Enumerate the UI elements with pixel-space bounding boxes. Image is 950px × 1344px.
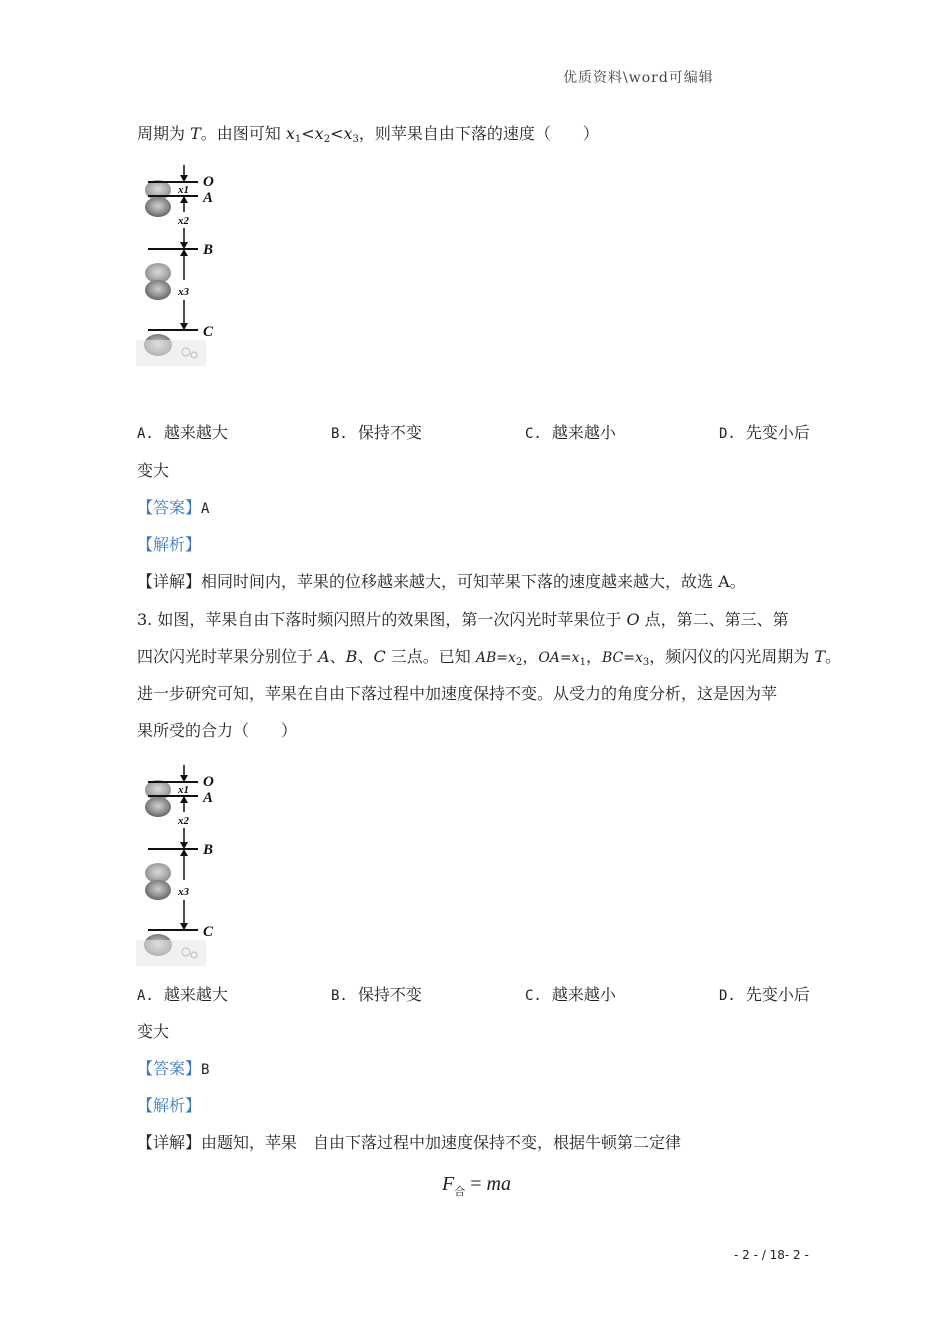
- option-a[interactable]: A. 越来越大: [137, 985, 228, 1004]
- answer-value: A: [201, 501, 210, 517]
- question-3-line-3: 进一步研究可知，苹果在自由下落过程中加速度保持不变。从受力的角度分析，这是因为苹: [137, 684, 778, 703]
- stem-x2: x: [314, 124, 324, 143]
- apple-strobe-figure-2: [136, 760, 236, 970]
- option-c[interactable]: C. 越来越小: [525, 985, 616, 1004]
- answer-line: [137, 498, 209, 519]
- apple-image: [136, 780, 206, 966]
- label-A: A: [203, 190, 214, 206]
- stem-x1-sub: 1: [294, 134, 302, 145]
- analysis-tag: 【解析】: [137, 1096, 202, 1115]
- option-b[interactable]: B. 保持不变: [331, 985, 422, 1004]
- answer-tag: 【答案】: [137, 1059, 202, 1078]
- stem-lt: <: [301, 124, 315, 143]
- option-c[interactable]: C. 越来越小: [525, 423, 616, 442]
- option-b[interactable]: B. 保持不变: [331, 423, 422, 442]
- label-x3: x3: [178, 886, 189, 898]
- stem-text: ，则苹果自由下落的速度（ ）: [358, 124, 599, 143]
- question-3-line-4: 果所受的合力（ ）: [137, 721, 298, 740]
- stem-lt: <: [330, 124, 344, 143]
- stem-period-symbol: T: [190, 124, 201, 143]
- analysis-tag: 【解析】: [137, 535, 202, 554]
- detail-line: [137, 572, 746, 592]
- question-3-line-2: 四次闪光时苹果分别位于 A、B、C 三点。已知 $AB=x_2$，$OA=x_1$，$BC=x_3$，频闪仪的闪光周期为 T。: [137, 647, 842, 668]
- label-x1: x1: [178, 184, 189, 196]
- label-x1: x1: [178, 784, 189, 796]
- answer-tag: 【答案】: [137, 498, 202, 517]
- point-O: O: [626, 610, 640, 629]
- question-2-stem: [137, 124, 599, 150]
- apple-strobe-figure-1: [136, 160, 236, 370]
- stem-x1: x: [285, 124, 295, 143]
- detail-tag: 【详解】: [137, 572, 202, 591]
- label-x2: x2: [178, 815, 189, 827]
- answer-value: B: [201, 1062, 210, 1078]
- label-B: B: [203, 242, 214, 258]
- page-number: - 2 - / 18- 2 -: [734, 1248, 809, 1262]
- label-x2: x2: [178, 215, 189, 227]
- label-O: O: [203, 774, 214, 790]
- option-d-wrap: 变大: [137, 461, 170, 480]
- label-C: C: [203, 924, 214, 940]
- label-x3: x3: [178, 286, 189, 298]
- option-d[interactable]: D. 先变小后: [719, 985, 810, 1004]
- label-B: B: [203, 842, 214, 858]
- option-d-wrap: 变大: [137, 1022, 170, 1041]
- option-d[interactable]: D. 先变小后: [719, 423, 810, 442]
- stem-x2-sub: 2: [323, 134, 331, 145]
- label-O: O: [203, 174, 214, 190]
- apple-image: [136, 180, 206, 366]
- stem-text: 周期为: [137, 124, 191, 143]
- newton-second-law-formula: $F_合$ = ma: [442, 1173, 511, 1198]
- stem-text: 。由图可知: [200, 124, 286, 143]
- detail-line: [137, 1133, 681, 1153]
- stem-x3: x: [343, 124, 353, 143]
- detail-text: 由题知，苹果 自由下落过程中加速度保持不变，根据牛顿第二定律: [201, 1133, 682, 1152]
- detail-text: 相同时间内，苹果的位移越来越大，可知苹果下落的速度越来越大，故选 A。: [201, 572, 746, 591]
- question-3-line-1: 3. 如图，苹果自由下落时频闪照片的效果图，第一次闪光时苹果位于 O 点，第二、第三、第: [137, 610, 789, 629]
- page-header: 优质资料\word可编辑: [563, 70, 714, 86]
- stem-x3-sub: 3: [352, 134, 359, 145]
- label-C: C: [203, 324, 214, 340]
- detail-tag: 【详解】: [137, 1133, 202, 1152]
- answer-line: [137, 1059, 209, 1080]
- label-A: A: [203, 790, 214, 806]
- option-a[interactable]: A. 越来越大: [137, 423, 228, 442]
